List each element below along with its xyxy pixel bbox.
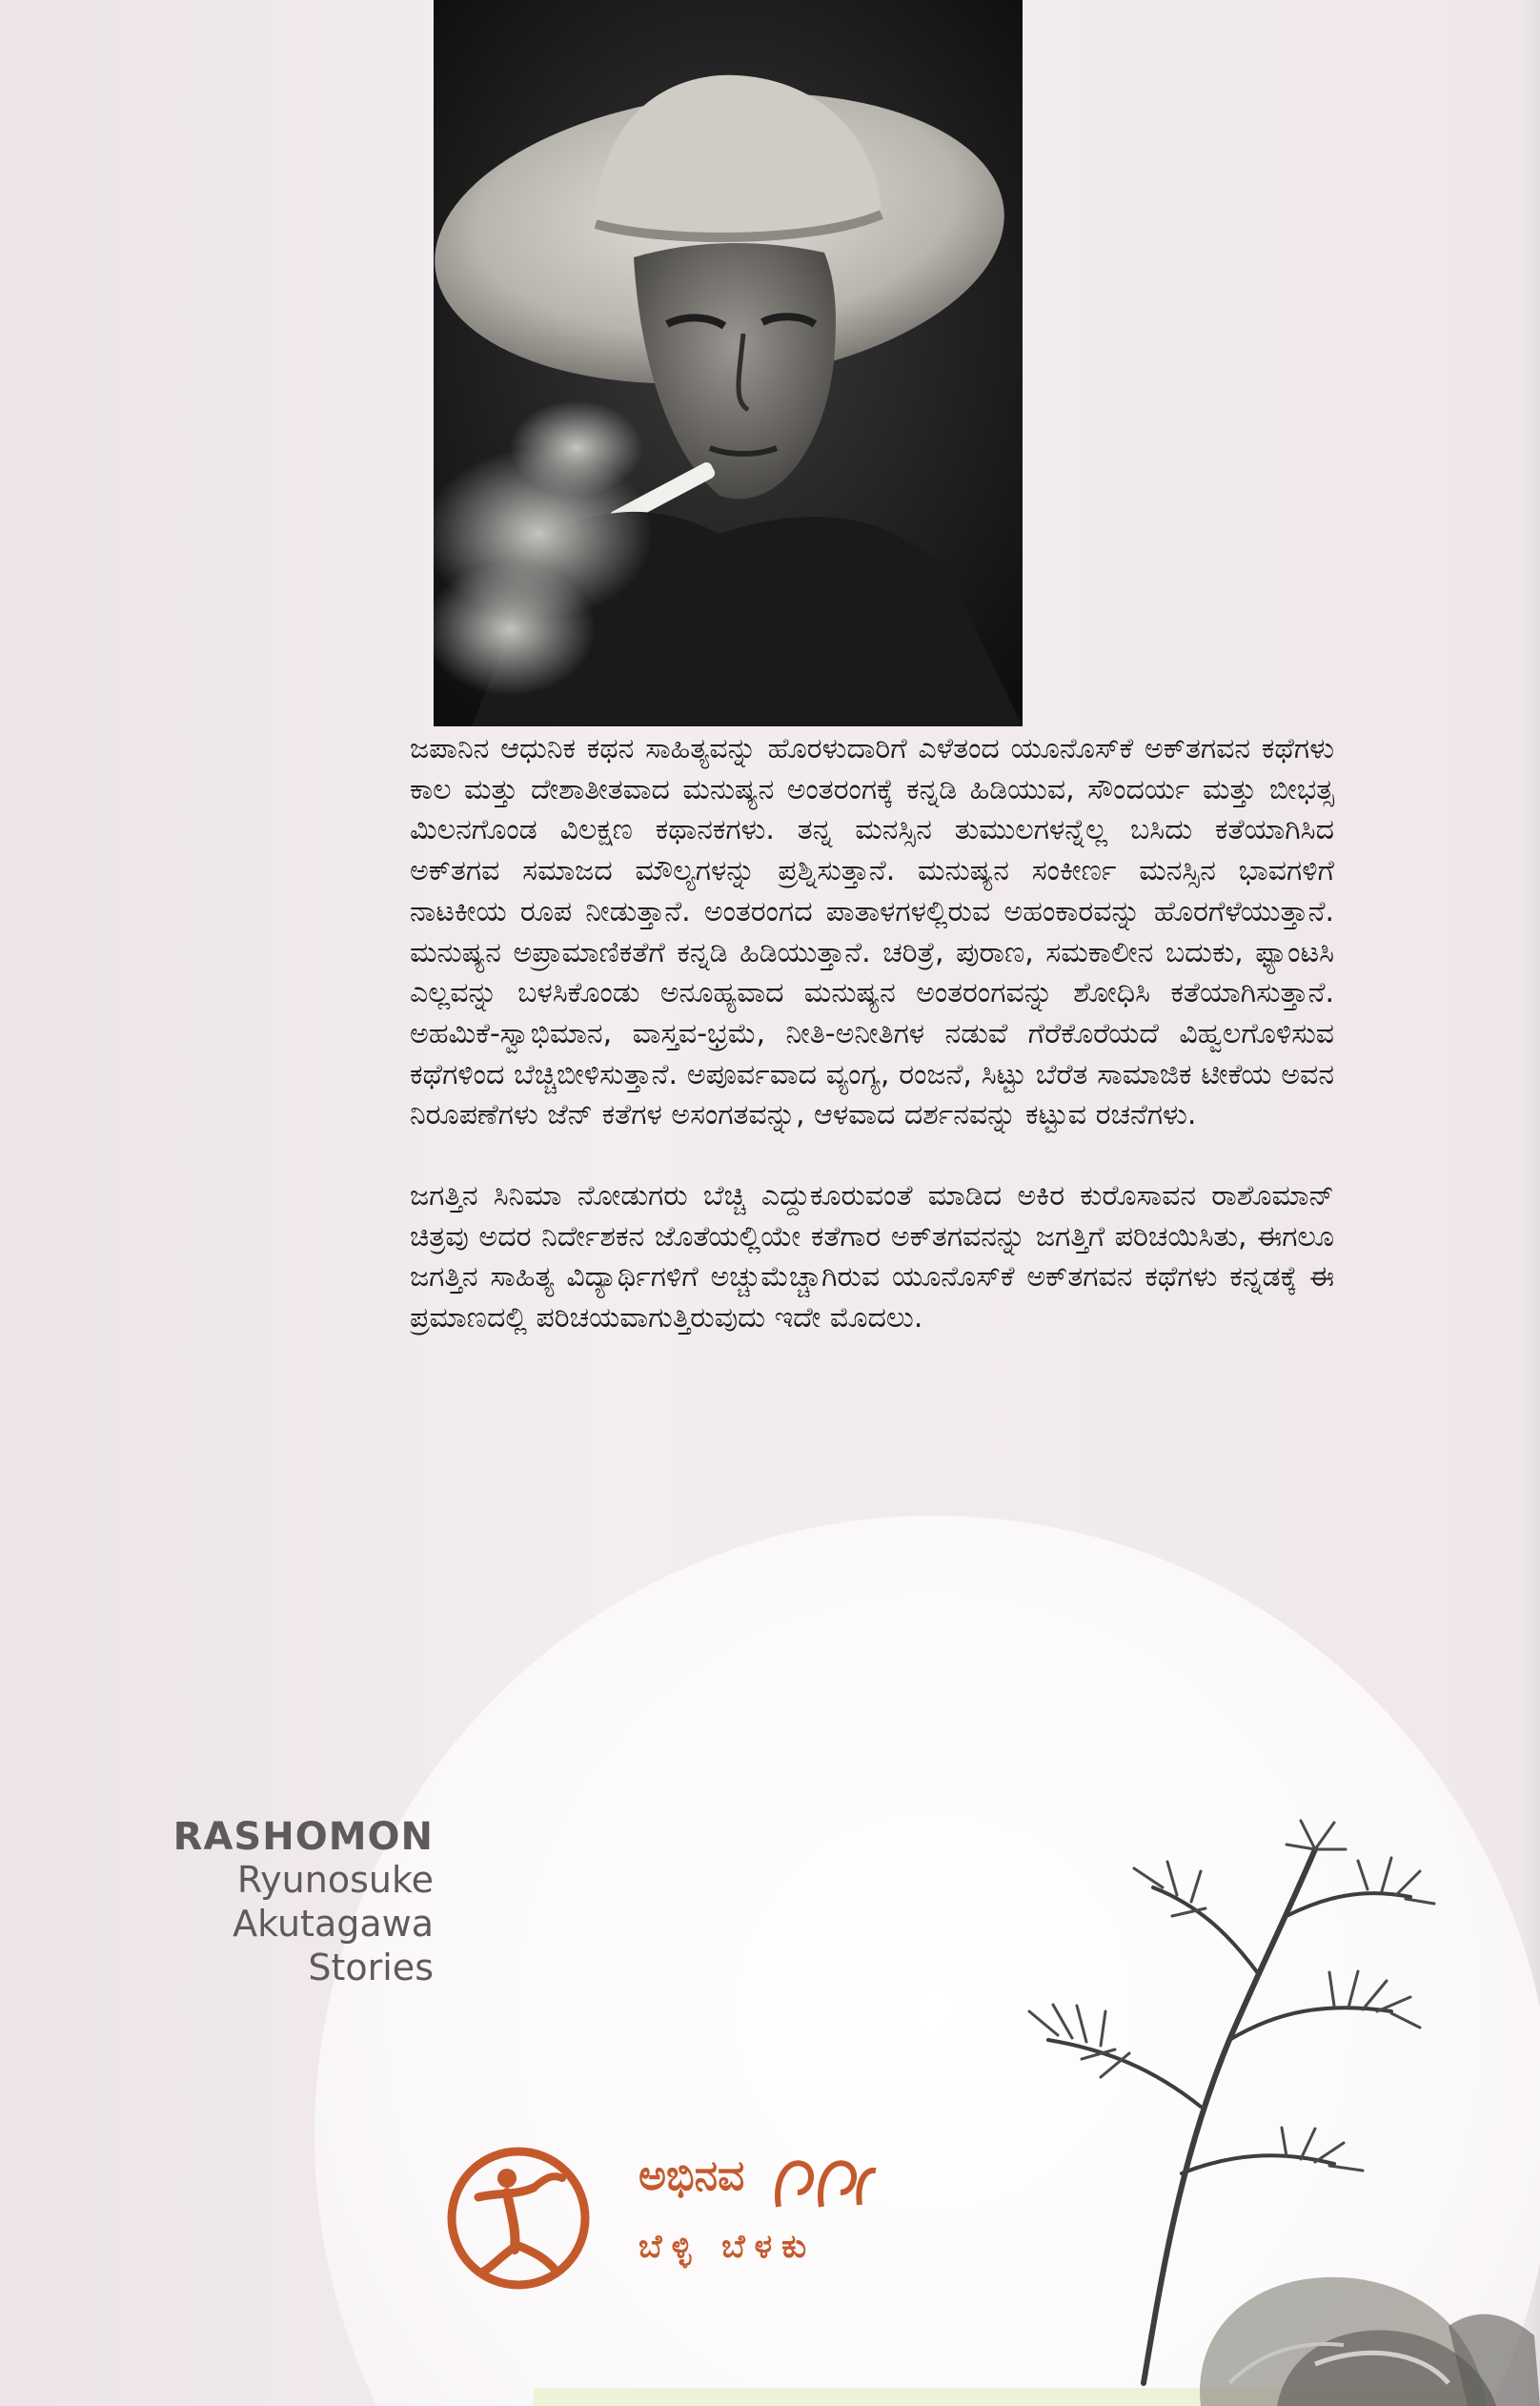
publisher-mark-icon: [769, 2150, 883, 2216]
publisher-logo: [440, 2140, 936, 2293]
blurb-text: [410, 729, 1334, 1339]
author-last-name: Akutagawa: [233, 1903, 434, 1945]
author-first-name: Ryunosuke: [236, 1859, 434, 1901]
publisher-tagline: ಬೆಳ್ಳಿ ಬೆಳಕು: [638, 2228, 817, 2266]
ink-plant-illustration: [915, 1792, 1540, 2406]
book-subtitle: Stories: [308, 1947, 434, 1988]
dancer-emblem-icon: [440, 2140, 631, 2293]
publisher-name: ಅಭಿನವ: [638, 2151, 745, 2200]
book-title-block: [114, 1816, 434, 1989]
blurb-paragraph-2: ಜಗತ್ತಿನ ಸಿನಿಮಾ ನೋಡುಗರು ಬೆಚ್ಚಿ ಎದ್ದುಕೂರುವಂತೆ ಮಾಡಿದ ಅಕಿರ ಕುರೊಸಾವನ ರಾಶೊಮಾನ್ ಚಿತ್ರವು ಅದರ ನಿರ್ದೇಶಕನ ಜೊತೆಯಲ್ಲಿಯೇ ಕತೆಗಾರ ಅಕ್‌ತಗವನನ್ನು ಜಗತ್ತಿಗೆ ಪರಿಚಯಿಸಿತು, ಈಗಲೂ ಜಗತ್ತಿನ ಸಾಹಿತ್ಯ ವಿದ್ಯಾರ್ಥಿಗಳಿಗೆ ಅಚ್ಚುಮೆಚ್ಚಾಗಿರುವ ಯೂನೊಸ್‌ಕೆ ಅಕ್‌ತಗವನ ಕಥೆಗಳು ಕನ್ನಡಕ್ಕೆ ಈ ಪ್ರಮಾಣದಲ್ಲಿ ಪರಿಚಯವಾಗುತ್ತಿರುವುದು ಇದೇ ಮೊದಲು.: [410, 1179, 1334, 1336]
author-photo: [434, 0, 1023, 726]
book-title: RASHOMON: [172, 1815, 434, 1859]
blurb-paragraph-1: ಜಪಾನಿನ ಆಧುನಿಕ ಕಥನ ಸಾಹಿತ್ಯವನ್ನು ಹೊರಳುದಾರಿಗೆ ಎಳೆತಂದ ಯೂನೊಸ್‌ಕೆ ಅಕ್‌ತಗವನ ಕಥೆಗಳು ಕಾಲ ಮತ್ತು ದೇಶಾತೀತವಾದ ಮನುಷ್ಯನ ಅಂತರಂಗಕ್ಕೆ ಕನ್ನಡಿ ಹಿಡಿಯುವ, ಸೌಂದರ್ಯ ಮತ್ತು ಬೀಭತ್ಸ ಮಿಲನಗೊಂಡ ವಿಲಕ್ಷಣ ಕಥಾನಕಗಳು. ತನ್ನ ಮನಸ್ಸಿನ ತುಮುಲಗಳನ್ನೆಲ್ಲ ಬಸಿದು ಕತೆಯಾಗಿಸಿದ ಅಕ್‌ತಗವ ಸಮಾಜದ ಮೌಲ್ಯಗಳನ್ನು ಪ್ರಶ್ನಿಸುತ್ತಾನೆ. ಮನುಷ್ಯನ ಸಂಕೀರ್ಣ ಮನಸ್ಸಿನ ಭಾವಗಳಿಗೆ ನಾಟಕೀಯ ರೂಪ ನೀಡುತ್ತಾನೆ. ಅಂತರಂಗದ ಪಾತಾಳಗಳಲ್ಲಿರುವ ಅಹಂಕಾರವನ್ನು ಹೊರಗೆಳೆಯುತ್ತಾನೆ. ಮನುಷ್ಯನ ಅಪ್ರಾಮಾಣಿಕತೆಗೆ ಕನ್ನಡಿ ಹಿಡಿಯುತ್ತಾನೆ. ಚರಿತ್ರೆ, ಪುರಾಣ, ಸಮಕಾಲೀನ ಬದುಕು, ಫ್ಯಾಂಟಸಿ ಎಲ್ಲವನ್ನು ಬಳಸಿಕೊಂಡು ಅನೂಹ್ಯವಾದ ಮನುಷ್ಯನ ಅಂತರಂಗವನ್ನು ಶೋಧಿಸಿ ಕತೆಯಾಗಿಸುತ್ತಾನೆ. ಅಹಮಿಕೆ-ಸ್ವಾಭಿಮಾನ, ವಾಸ್ತವ-ಭ್ರಮೆ, ನೀತಿ-ಅನೀತಿಗಳ ನಡುವೆ ಗೆರೆಕೊರೆಯದೆ ವಿಹ್ವಲಗೊಳಿಸುವ ಕಥೆಗಳಿಂದ ಬೆಚ್ಚಿಬೀಳಿಸುತ್ತಾನೆ. ಅಪೂರ್ವವಾದ ವ್ಯಂಗ್ಯ, ರಂಜನೆ, ಸಿಟ್ಟು ಬೆರೆತ ಸಾಮಾಜಿಕ ಟೀಕೆಯ ಅವನ ನಿರೂಪಣೆಗಳು ಜೆನ್ ಕತೆಗಳ ಅಸಂಗತವನ್ನು, ಆಳವಾದ ದರ್ಶನವನ್ನು ಕಟ್ಟುವ ರಚನೆಗಳು.: [410, 732, 1334, 1132]
